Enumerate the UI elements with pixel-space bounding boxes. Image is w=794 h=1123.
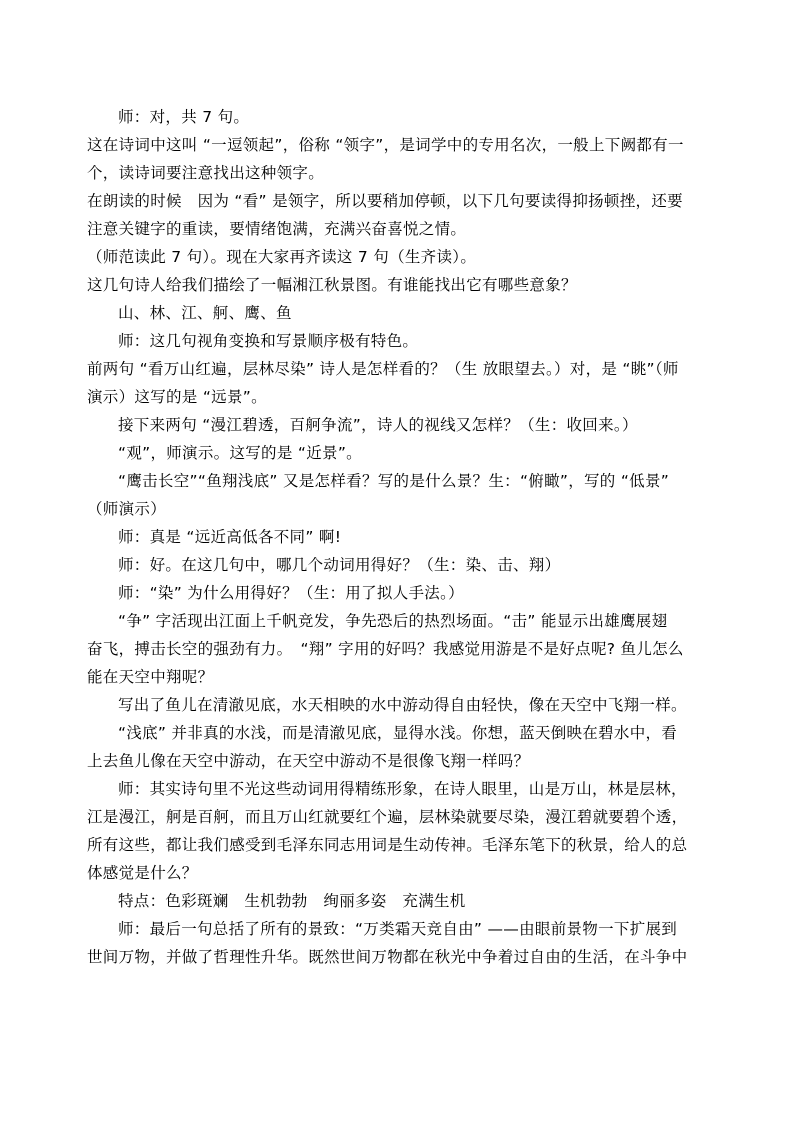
text-line: “争” 字活现出江面上千帆竞发，争先恐后的热烈场面。“击” 能显示出雄鹰展翅 [118,612,668,630]
paragraph-teacher-seven-lines [87,103,707,131]
paragraph-far-view [87,355,707,411]
text-line: 师：最后一句总括了所有的景致：“万类霜天竞自由” ——由眼前景物一下扩展到 [118,920,678,938]
text-line: （师范读此 7 句）。现在大家再齐读这 7 句（生齐读）。 [87,248,477,266]
text-line: 注意关键字的重读，要情绪饱满，充满兴奋喜悦之情。 [87,220,467,238]
text-line: 体感觉是什么？ [87,864,198,882]
document-body [87,103,707,971]
paragraph-perspective [87,327,707,355]
text-line: 前两句 “看万山红遍，层林尽染” 诗人是怎样看的？（生 放眼望去。）对，是 “眺”（师 [87,360,679,378]
text-line: 接下来两句 “漫江碧透，百舸争流”，诗人的视线又怎样？（生：收回来。） [118,416,638,434]
text-line: 师：这几句视角变换和写景顺序极有特色。 [118,332,419,350]
text-line: （师演示） [87,500,167,518]
text-line: 师：对，共 7 句。 [118,108,250,126]
paragraph-near-view [87,411,707,467]
text-line: 特点：色彩斑斓 生机勃勃 绚丽多姿 充满生机 [118,892,466,910]
text-line: 师：“染” 为什么用得好？（生：用了拟人手法。） [118,584,464,602]
text-line: 奋飞，搏击长空的强劲有力。 “翔” 字用的好吗？我感觉用游是不是好点呢? 鱼儿怎么 [87,640,684,658]
paragraph-imagery-question [87,271,707,299]
text-line: 世间万物，并做了哲理性升华。既然世间万物都在秋光中争着过自由的生活，在斗争中 [87,948,688,966]
text-line: 这在诗词中这叫 “一逗领起”，俗称 “领字”，是词学中的专用名次，一般上下阙都有一 [87,136,684,154]
paragraph-features [87,887,707,915]
paragraph-verb-analysis [87,607,707,691]
paragraph-leading-word [87,131,707,187]
text-line: 演示）这写的是 “远景”。 [87,388,267,406]
text-line: 上去鱼儿像在天空中游动，在天空中游动不是很像飞翔一样吗？ [87,752,530,770]
text-line: “观”，师演示。这写的是 “近景”。 [118,444,362,462]
text-line: 山、林、江、舸、鹰、鱼 [118,304,292,322]
paragraph-low-view [87,467,707,523]
text-line: 师：好。在这几句中，哪几个动词用得好？（生：染、击、翔） [118,556,561,574]
text-line: 师：其实诗句里不光这些动词用得精练形象，在诗人眼里，山是万山，林是层林， [118,780,687,798]
paragraph-shallow-bottom [87,719,707,775]
paragraph-reading-tips [87,187,707,243]
paragraph-summary [87,915,707,971]
paragraph-word-choice [87,775,707,887]
text-line: “浅底” 并非真的水浅，而是清澈见底，显得水浅。你想，蓝天倒映在碧水中，看 [118,724,678,742]
text-line: 能在天空中翔呢？ [87,668,214,686]
text-line: 所有这些，都让我们感受到毛泽东同志用词是生动传神。毛泽东笔下的秋景，给人的总 [87,836,688,854]
paragraph-teacher-remark [87,523,707,607]
text-line: 在朗读的时候 因为 “看” 是领字，所以要稍加停顿，以下几句要读得抑扬顿挫，还要 [87,192,683,210]
text-line: “鹰击长空”“鱼翔浅底” 又是怎样看？写的是什么景？生：“俯瞰”，写的 “低景” [118,472,670,490]
paragraph-fish-flying [87,691,707,719]
text-line: 江是漫江，舸是百舸，而且万山红就要红个遍，层林染就要尽染，漫江碧就要碧个透， [87,808,688,826]
text-line: 这几句诗人给我们描绘了一幅湘江秋景图。有谁能找出它有哪些意象？ [87,276,577,294]
text-line: 师：真是 “远近高低各不同” 啊! [118,528,342,546]
paragraph-imagery-answer [87,299,707,327]
text-line: 写出了鱼儿在清澈见底，水天相映的水中游动得自由轻快，像在天空中飞翔一样。 [118,696,687,714]
paragraph-model-reading [87,243,707,271]
text-line: 个，读诗词要注意找出这种领字。 [87,164,325,182]
